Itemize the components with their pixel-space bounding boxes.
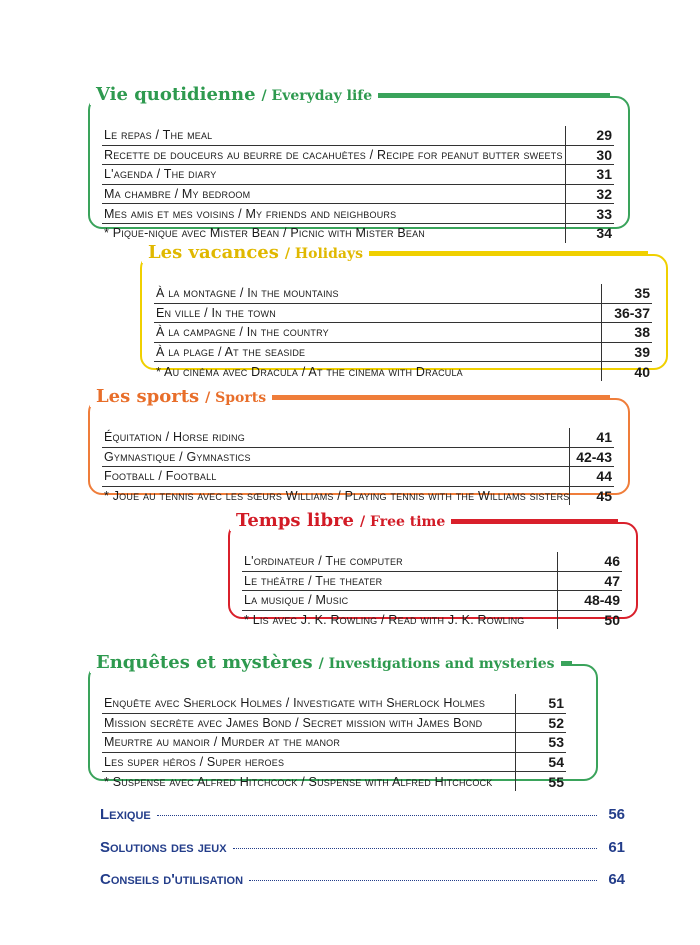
section-title-fr: Temps libre — [236, 510, 355, 531]
toc-entry-page: 54 — [516, 752, 567, 772]
toc-row[interactable] — [102, 772, 566, 791]
toc-row[interactable] — [154, 303, 652, 323]
dot-leader — [157, 815, 597, 816]
toc-entry-label: Ma chambre / My bedroom — [102, 184, 566, 204]
toc-entry-label: * Pique-nique avec Mister Bean / Picnic with Mister Bean — [104, 226, 425, 241]
toc-entry-page: 48-49 — [558, 591, 623, 611]
toc-entry-page: 52 — [516, 713, 567, 733]
toc-entry-label: À la plage / At the seaside — [154, 342, 602, 362]
section-everyday-life — [88, 84, 630, 242]
toc-entry-page: 31 — [566, 165, 615, 185]
toc-row[interactable] — [102, 145, 614, 165]
toc-entry-page: 45 — [570, 486, 614, 505]
toc-entry-page: 41 — [570, 428, 614, 447]
toc-extra-label: Conseils d'utilisation — [100, 871, 244, 888]
title-rule — [451, 519, 618, 522]
section-title — [90, 386, 610, 407]
toc-row[interactable] — [154, 284, 652, 303]
toc-entry-label: L'ordinateur / The computer — [242, 552, 558, 571]
toc-extra-label: Solutions des jeux — [100, 839, 227, 856]
toc-entry-page: 51 — [516, 694, 567, 713]
section-title-en: / Holidays — [284, 246, 363, 262]
toc-extra-page: 61 — [608, 839, 625, 856]
title-rule — [378, 93, 610, 96]
toc-entry-page: 34 — [566, 223, 615, 242]
toc-row[interactable] — [102, 428, 614, 447]
toc-entry-label: * Au cinéma avec Dracula / At the cinema with Dracula — [156, 364, 463, 379]
toc-entry-page: 33 — [566, 204, 615, 224]
toc-row[interactable] — [102, 467, 614, 487]
toc-row[interactable] — [102, 752, 566, 772]
toc-entry-label: Le théâtre / The theater — [242, 571, 558, 591]
toc-extra-lexique[interactable] — [100, 806, 625, 823]
section-title — [90, 652, 572, 673]
toc-row[interactable] — [242, 552, 622, 571]
toc-row[interactable] — [102, 694, 566, 713]
toc-entry-label: À la campagne / In the country — [154, 323, 602, 343]
toc-entry-page: 39 — [602, 342, 653, 362]
toc-row[interactable] — [242, 571, 622, 591]
toc-row[interactable] — [102, 184, 614, 204]
toc-entry-label: * Lis avec J. K. Rowling / Read with J. K. Rowling — [244, 613, 525, 628]
toc-entry-page: 46 — [558, 552, 623, 571]
toc-entry-page: 36-37 — [602, 303, 653, 323]
toc-entry-label: * Suspense avec Alfred Hitchcock / Suspense with Alfred Hitchcock — [104, 774, 493, 789]
toc-table — [102, 126, 614, 243]
section-title-en: / Free time — [360, 514, 446, 530]
toc-row[interactable] — [102, 486, 614, 505]
section-title — [142, 242, 648, 263]
toc-entry-page: 44 — [570, 467, 614, 487]
toc-entry-label: Enquête avec Sherlock Holmes / Investigate with Sherlock Holmes — [102, 694, 516, 713]
toc-row[interactable] — [154, 323, 652, 343]
toc-table — [154, 284, 652, 381]
section-holidays — [140, 242, 668, 380]
section-title-en: / Sports — [205, 390, 267, 406]
toc-table — [102, 694, 566, 791]
section-title — [230, 510, 618, 531]
toc-entry-page: 38 — [602, 323, 653, 343]
toc-table — [242, 552, 622, 629]
toc-entry-label: Recette de douceurs au beurre de cacahuètes / Recipe for peanut butter sweets — [102, 145, 566, 165]
toc-entry-page: 50 — [558, 610, 623, 629]
section-title-fr: Les sports — [96, 386, 200, 407]
section-title-fr: Vie quotidienne — [96, 84, 256, 105]
toc-entry-page: 47 — [558, 571, 623, 591]
title-rule — [561, 661, 572, 664]
section-sports — [88, 386, 630, 505]
toc-row[interactable] — [242, 610, 622, 629]
toc-entry-page: 53 — [516, 733, 567, 753]
toc-entry-label: * Joue au tennis avec les sœurs Williams / Playing tennis with the Williams sisters — [104, 489, 570, 504]
section-free-time — [228, 510, 638, 629]
title-rule — [272, 395, 610, 398]
toc-entry-label: Le repas / The meal — [102, 126, 566, 145]
dot-leader — [249, 880, 597, 881]
toc-entry-page: 42-43 — [570, 447, 614, 467]
toc-entry-label: À la montagne / In the mountains — [154, 284, 602, 303]
toc-entry-page: 29 — [566, 126, 615, 145]
section-title-en: / Investigations and mysteries — [318, 656, 555, 672]
toc-entry-label: Mission secrète avec James Bond / Secret mission with James Bond — [102, 713, 516, 733]
toc-row[interactable] — [102, 165, 614, 185]
toc-row[interactable] — [102, 126, 614, 145]
toc-entry-label: Gymnastique / Gymnastics — [102, 447, 570, 467]
section-title-fr: Les vacances — [148, 242, 279, 263]
toc-row[interactable] — [154, 342, 652, 362]
toc-extra-page: 56 — [608, 806, 625, 823]
toc-extra-conseils[interactable] — [100, 871, 625, 888]
toc-entry-page: 40 — [602, 362, 653, 381]
toc-row[interactable] — [102, 223, 614, 242]
section-investigations — [88, 652, 598, 790]
toc-extra-solutions[interactable] — [100, 839, 625, 856]
toc-entry-label: Meurtre au manoir / Murder at the manor — [102, 733, 516, 753]
toc-entry-page: 35 — [602, 284, 653, 303]
section-title-en: / Everyday life — [261, 88, 373, 104]
toc-entry-page: 30 — [566, 145, 615, 165]
toc-row[interactable] — [154, 362, 652, 381]
toc-entry-page: 32 — [566, 184, 615, 204]
toc-row[interactable] — [242, 591, 622, 611]
toc-row[interactable] — [102, 733, 566, 753]
toc-table — [102, 428, 614, 505]
toc-entry-page: 55 — [516, 772, 567, 791]
toc-entry-label: La musique / Music — [242, 591, 558, 611]
toc-entry-label: En ville / In the town — [154, 303, 602, 323]
toc-entry-label: Équitation / Horse riding — [102, 428, 570, 447]
toc-row[interactable] — [102, 713, 566, 733]
toc-row[interactable] — [102, 447, 614, 467]
toc-extra-label: Lexique — [100, 806, 151, 823]
toc-row[interactable] — [102, 204, 614, 224]
toc-entry-label: Les super héros / Super heroes — [102, 752, 516, 772]
toc-entry-label: Football / Football — [102, 467, 570, 487]
dot-leader — [233, 848, 597, 849]
toc-entry-label: L'agenda / The diary — [102, 165, 566, 185]
toc-extra-page: 64 — [608, 871, 625, 888]
section-title — [90, 84, 610, 105]
section-title-fr: Enquêtes et mystères — [96, 652, 313, 673]
toc-entry-label: Mes amis et mes voisins / My friends and neighbours — [102, 204, 566, 224]
title-rule — [369, 251, 648, 254]
